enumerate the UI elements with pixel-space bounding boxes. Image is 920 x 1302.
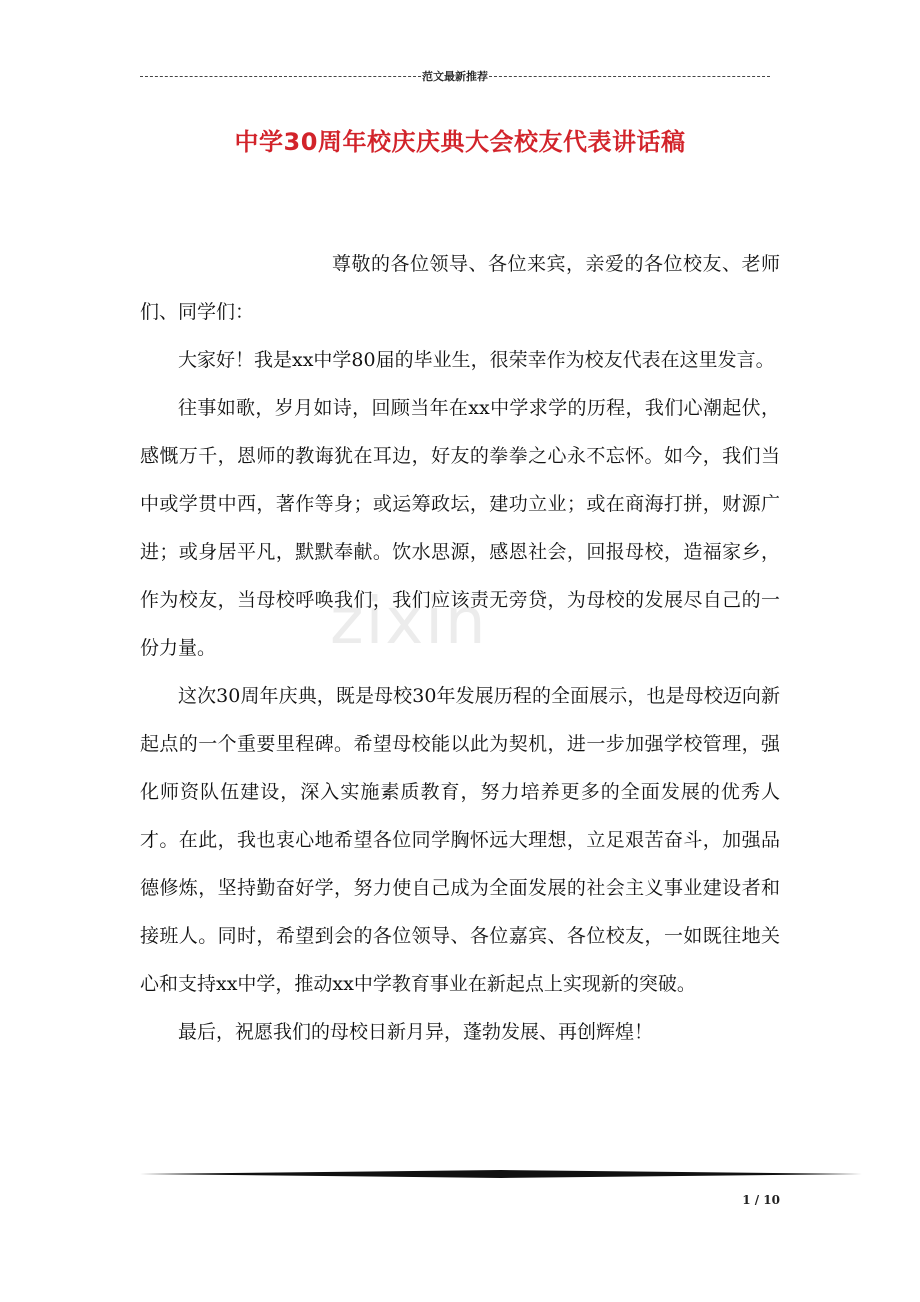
document-body bbox=[140, 240, 780, 1056]
page-header bbox=[140, 66, 770, 86]
document-title: 中学30周年校庆庆典大会校友代表讲话稿 bbox=[234, 128, 686, 156]
body-paragraph: 大家好！我是xx中学80届的毕业生，很荣幸作为校友代表在这里发言。 bbox=[178, 349, 775, 371]
watermark: zixin bbox=[330, 585, 488, 659]
header-dash-right bbox=[489, 76, 770, 77]
salutation-paragraph: 尊敬的各位领导、各位来宾，亲爱的各位校友、老师们、同学们： bbox=[140, 253, 780, 323]
body-paragraph: 这次30周年庆典，既是母校30年发展历程的全面展示，也是母校迈向新起点的一个重要里程碑。希望母校能以此为契机，进一步加强学校管理，强化师资队伍建设，深入实施素质教育，努力培养更多的全面发展的优秀人才。在此，我也衷心地希望各位同学胸怀远大理想，立足艰苦奋斗，加强品德修炼，坚持勤奋好学，努力使自己成为全面发展的社会主义事业建设者和接班人。同时，希望到会的各位领导、各位嘉宾、各位校友，一如既往地关心和支持xx中学，推动xx中学教育事业在新起点上实现新的突破。 bbox=[140, 685, 780, 995]
header-dash-left bbox=[140, 76, 421, 77]
header-label: 范文最新推荐 bbox=[422, 70, 488, 83]
page-number: 1 / 10 bbox=[742, 1193, 780, 1207]
closing-paragraph: 最后，祝愿我们的母校日新月异，蓬勃发展、再创辉煌！ bbox=[178, 1021, 654, 1043]
body-paragraph: 往事如歌，岁月如诗，回顾当年在xx中学求学的历程，我们心潮起伏，感慨万千，恩师的教诲犹在耳边，好友的拳拳之心永不忘怀。如今，我们当中或学贯中西，著作等身；或运筹政坛，建功立业；或在商海打拼，财源广进；或身居平凡，默默奉献。饮水思源，感恩社会，回报母校，造福家乡，作为校友，当母校呼唤我们，我们应该责无旁贷，为母校的发展尽自己的一份力量。 bbox=[140, 397, 780, 659]
footer-rule bbox=[140, 1168, 862, 1180]
